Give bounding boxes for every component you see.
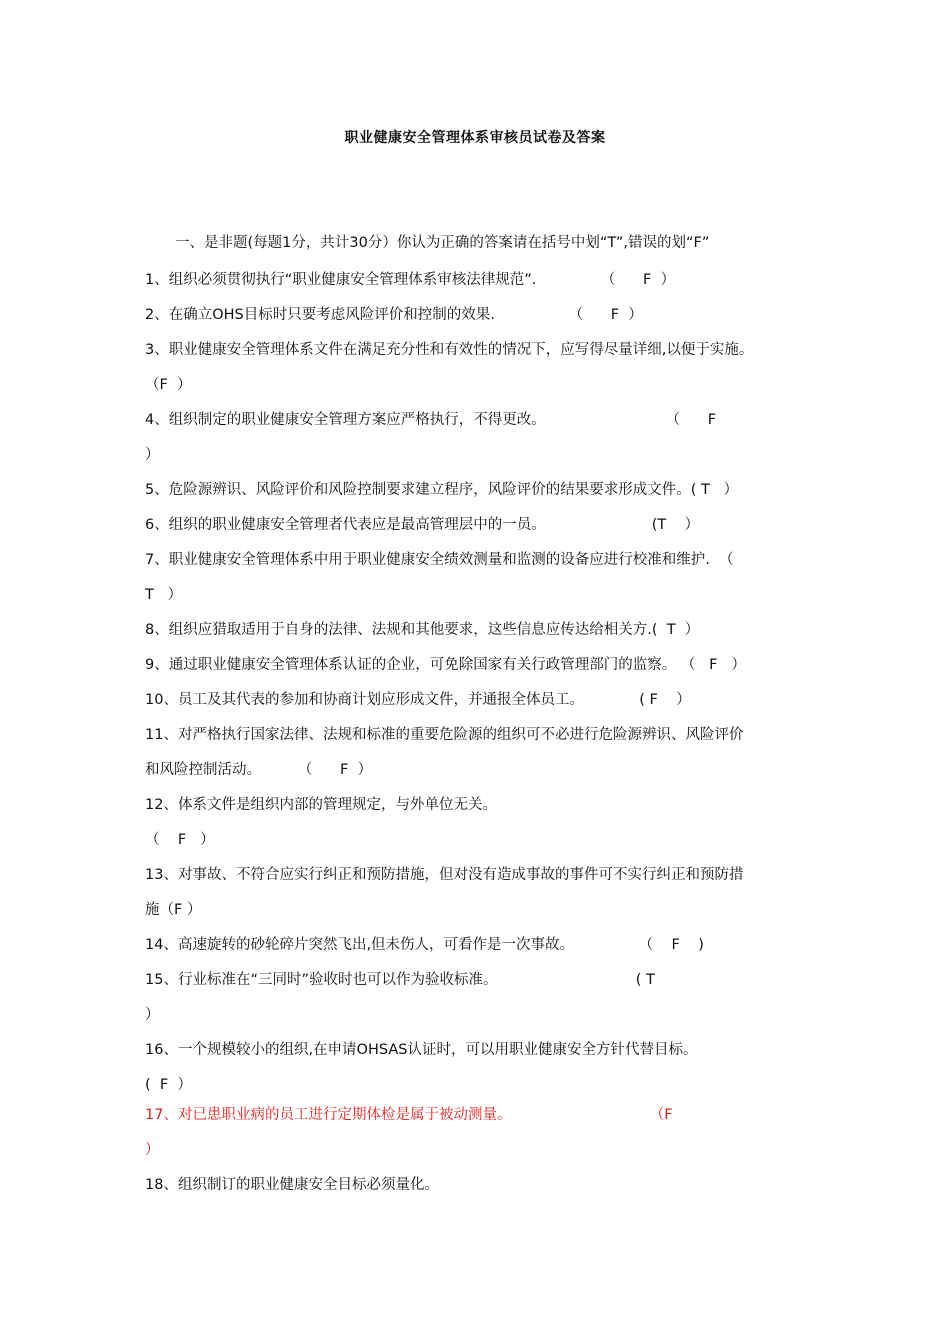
question-line: ( F ） bbox=[145, 1077, 192, 1093]
question-line: 18、组织制订的职业健康安全目标必须量化。 bbox=[145, 1177, 439, 1193]
question-line: （F ） bbox=[145, 377, 192, 393]
question-line: 8、组织应猎取适用于自身的法律、法规和其他要求，这些信息应传达给相关方.( T ） bbox=[145, 622, 700, 638]
question-line: 3、职业健康安全管理体系文件在满足充分性和有效性的情况下，应写得尽量详细,以便于实施。 bbox=[145, 342, 754, 358]
question-line: 和风险控制活动。 （ F ） bbox=[145, 762, 373, 778]
section-heading: 一、是非题(每题1分，共计30分）你认为正确的答案请在括号中划“T”,错误的划“F” bbox=[175, 235, 710, 251]
question-line: 12、体系文件是组织内部的管理规定，与外单位无关。 bbox=[145, 797, 497, 813]
question-line: 6、组织的职业健康安全管理者代表应是最高管理层中的一员。 (T ） bbox=[145, 517, 700, 533]
question-line: 16、一个规模较小的组织,在申请OHSAS认证时，可以用职业健康安全方针代替目标。 bbox=[145, 1042, 698, 1058]
question-line: 1、组织必须贯彻执行“职业健康安全管理体系审核法律规范”. （ F ） bbox=[145, 272, 676, 288]
question-line: 11、对严格执行国家法律、法规和标准的重要危险源的组织可不必进行危险源辨识、风险评价 bbox=[145, 727, 744, 743]
question-line: ） bbox=[145, 1007, 160, 1023]
question-line: ） bbox=[145, 447, 160, 463]
question-line: 9、通过职业健康安全管理体系认证的企业，可免除国家有关行政管理部门的监察。 （ F ） bbox=[145, 657, 746, 673]
question-line: 15、行业标准在“三同时”验收时也可以作为验收标准。 ( T bbox=[145, 972, 655, 988]
question-line: 7、职业健康安全管理体系中用于职业健康安全绩效测量和监测的设备应进行校准和维护. （ bbox=[145, 552, 734, 568]
question-line: T ） bbox=[145, 587, 183, 603]
question-line: 13、对事故、不符合应实行纠正和预防措施，但对没有造成事故的事件可不实行纠正和预防措 bbox=[145, 867, 744, 883]
question-line: 施（F ） bbox=[145, 902, 202, 918]
question-line: ） bbox=[145, 1142, 160, 1158]
question-line: 14、高速旋转的砂轮碎片突然飞出,但未伤人，可看作是一次事故。 （ F ) bbox=[145, 937, 704, 953]
question-line: 17、对已患职业病的员工进行定期体检是属于被动测量。 （F bbox=[145, 1107, 673, 1123]
question-line: 5、危险源辨识、风险评价和风险控制要求建立程序，风险评价的结果要求形成文件。( T ） bbox=[145, 482, 739, 498]
question-line: （ F ） bbox=[145, 832, 215, 848]
question-line: 10、员工及其代表的参加和协商计划应形成文件，并通报全体员工。 ( F ） bbox=[145, 692, 691, 708]
question-line: 2、在确立OHS目标时只要考虑风险评价和控制的效果. （ F ） bbox=[145, 307, 643, 323]
document-title: 职业健康安全管理体系审核员试卷及答案 bbox=[344, 130, 606, 146]
question-line: 4、组织制定的职业健康安全管理方案应严格执行，不得更改。 （ F bbox=[145, 412, 717, 428]
